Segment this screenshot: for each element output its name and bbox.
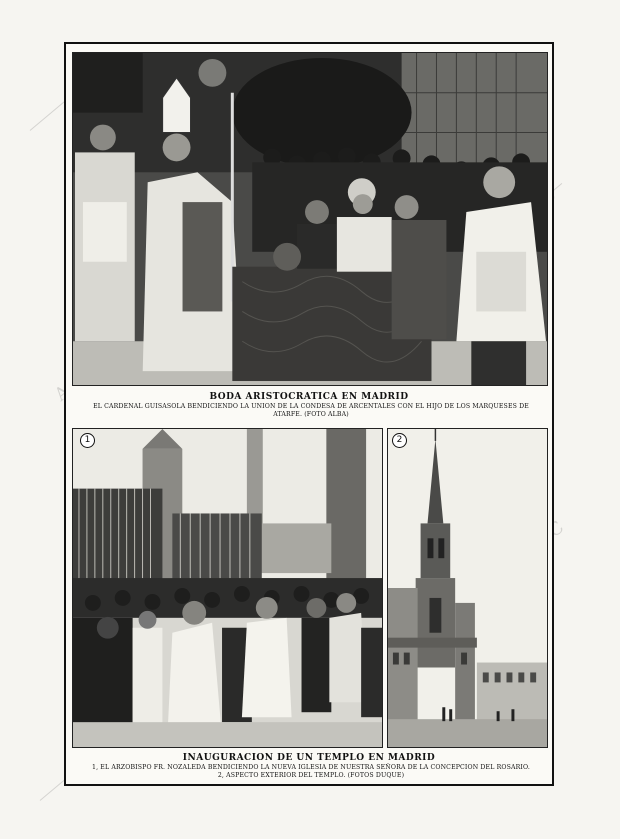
church-photo: [387, 428, 548, 748]
bottom-photos-title: INAUGURACION DE UN TEMPLO EN MADRID: [182, 753, 436, 763]
top-photo-caption: EL CARDENAL GUISASOLA BENDICIENDO LA UNION DE LA CONDESA DE ARCENTALES CON EL HIJO DE LOS MARQUESES DE ATARFE. (FOTO ALBA): [93, 403, 529, 418]
wedding-photo-illustration: [73, 53, 547, 385]
photo-number-1: 1: [80, 433, 95, 448]
blessing-photo-illustration: [73, 429, 382, 747]
photo-number-2: 2: [392, 433, 407, 448]
top-photo-title: BODA ARISTOCRATICA EN MADRID: [209, 392, 409, 402]
bottom-photos-caption: [86, 764, 536, 780]
bottom-caption-line-1: 1, EL ARZOBISPO FR. NOZALEDA BENDICIENDO LA NUEVA IGLESIA DE NUESTRA SEÑORA DE LA CONCEPCION DEL ROSARIO.: [91, 764, 530, 771]
wedding-photo: [72, 52, 548, 386]
blessing-photo: [72, 428, 383, 748]
page-frame: [64, 42, 554, 786]
church-photo-illustration: [388, 429, 547, 747]
bottom-caption-line-2: 2, ASPECTO EXTERIOR DEL TEMPLO. (FOTOS DUQUE): [217, 772, 405, 779]
